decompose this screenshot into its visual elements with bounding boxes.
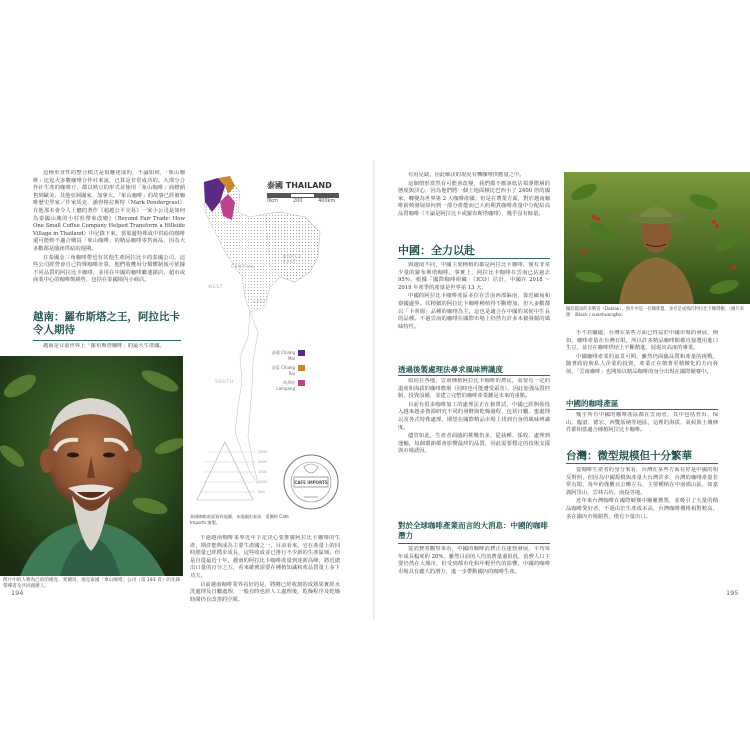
map-credit: 泰國咖啡產區資料地圖，本地圖由泰油．愛爾格 Cafe Imports 繪製。 — [190, 514, 289, 526]
altitude-chart — [195, 440, 265, 502]
portrait-caption: 照片中的人物為已故的維克．愛爾哥，他是泰國「象山咖啡」公司（第 193 頁）的先鋒帶導者及共同創辦人。 — [3, 578, 181, 590]
processing-section-title: 透過後製處理法尋求風味辨識度 — [398, 365, 503, 374]
taiwan-section-title: 台灣：微型規模但十分繁華 — [566, 450, 692, 462]
paragraph: 從消費者觀察來看，中國的咖啡消費正在蓬勃發展，平均每年成長幅度約 20%，雖然目前的人均消費量還很低，消費人口主要仍然在大城市，但受到都市化和年輕世代的影響，中國的咖啡市場具有龐大的潛力，進一步帶動國內的咖啡生產。 — [398, 546, 550, 575]
section-rule — [566, 409, 718, 410]
processing-text — [398, 378, 550, 508]
legend-label: 南邦府 Lampang — [276, 380, 295, 391]
page-number-right: 195 — [726, 589, 739, 597]
legend-label: 清邁 Chiang Mai — [271, 350, 295, 361]
taiwan-text — [566, 467, 718, 562]
section-rule — [33, 340, 181, 341]
section-rule — [566, 463, 718, 464]
paragraph: 在泰國金三角咖啡帶也有其他生產阿拉比卡的泰國公司，這些公司經營會自己特殊咖啡計算，他們收穫用分類體制後可依據不同品質的阿拉比卡咖啡，並用在中國的咖啡廳連鎖店、超市或商業中心的咖啡館銷售，包括在泰國境內小商店。 — [33, 254, 185, 284]
map-title: 泰國 THAILAND — [267, 181, 332, 190]
page-number-left: 194 — [11, 589, 24, 597]
paragraph: 中國咖啡產業的前景可期，雖然仍面臨品質和產量的挑戰，隨著政府與私人企業的投資，產業正在朝著更精緻化的方向發展，「雲南咖啡」也開始以精品咖啡的身分出現在國際競賽中。 — [566, 353, 718, 375]
region-south: SOUTH — [215, 380, 234, 385]
altitude-tick: 500 — [258, 490, 265, 494]
paragraph: 近年來台灣咖啡在國際競賽中屢屢獲獎，並吸引了大量的精品咖啡愛好者，不過由於生產成本高，台灣咖啡價格相對較高，多在國內市場銷售，僅有少量出口。 — [566, 498, 718, 520]
paragraph: 與越南不同，中國主要種植的都是阿拉比卡咖啡，僅有非常少量的羅布斯塔咖啡。事實上，阿拉比卡咖啡在雲南已佔過去 95%，根據「國際咖啡組織」（ICO）估計，中國在 2018 ～ 2019 年產季的產量是世界第 13 大。 — [398, 262, 550, 291]
legend-swatch-lampang — [298, 380, 305, 386]
region-central: CENTRAL — [231, 265, 256, 270]
paragraph: 手不若驪磁，台灣在某些方面已得益於中國市場的發展，例如，咖啡產量在台灣有限，所以許多精品咖啡館都直接選用進口生豆，並且在咖啡烘焙上不斷精進，展現出高度的專業。 — [566, 330, 718, 352]
region-west: WEST — [208, 285, 223, 290]
left-column-text — [190, 535, 340, 610]
legend-label: 清萊 Chiang Rai — [271, 365, 295, 376]
section-rule — [398, 375, 550, 376]
paragraph: 幾乎所有中國的咖啡產區都在雲南省，其中包括普洱、保山、臨滄、德宏、西雙版納等地區，這裡的海拔、氣候與土壤條件都相當適合種植阿拉比卡咖啡。 — [566, 412, 718, 434]
legend-swatch-chiang-rai — [298, 365, 305, 371]
altitude-tick: 1500 — [258, 470, 267, 474]
china-section-title: 中國：全力以赴 — [398, 244, 475, 257]
paragraph: 目前越南咖啡業界看好的是，將剛已經收割的成熟果實經水洗處理及日曬處理，一般有時也經人工處理後，乾燥程序及乾燥時間仍有改善的空間。 — [190, 581, 340, 603]
right-mid-text — [566, 330, 718, 392]
china-regions-title: 中國的咖啡產區 — [566, 399, 619, 408]
coffee-farmer-photo — [564, 172, 750, 304]
paragraph: 中國的阿拉比卡咖啡產區多位在雲南西部偏南，靠近緬甸和寮國邊界。其精細的阿拉比卡咖啡種植得不斷增加，但大多數都以「卡蒂姆」品種的咖啡為主，這也是適合在中國的氣候中生長的品種。不過雲南的咖啡在國際市場上仍然有許多未被發掘的風味特性。 — [398, 293, 550, 330]
farmer-portrait-photo — [0, 356, 183, 576]
paragraph: 這個情形當然有可能會改變，我們都不應該低估領導階層的態度與決心，因為他們將一個土地面積比巴西小了 2400 倍的國家，轉變為世界第 2 大咖啡產國；但是在農業方面，對於越南咖啡新興發展如何到一部分產能而已大約期貨咖啡產量中分配給高品質咖啡（不論是阿拉比卡或羅布斯塔咖啡），幾乎沒有餘量。 — [398, 180, 550, 217]
right-top-text — [398, 172, 550, 234]
demand-section-title: 對於全球咖啡產業而言的大消息：中國的咖啡潛力 — [398, 521, 548, 540]
scale-label-0: 0km — [267, 198, 278, 204]
paragraph: 儘管如此，生產者面臨的挑戰仍多，從栽種、採收、處理到運輸，每個環節都會影響最終的品質，因此需要穩定的技術支援與市場誘因。 — [398, 433, 550, 455]
region-north-east: NORTH EAST — [283, 255, 302, 265]
left-intro-text — [33, 170, 185, 308]
paragraph: 從咖啡生產者的身分來看，台灣在某些方面在好是中國的相反對照，但因為中國規模與產量大台灣許多，台灣的咖啡產量非常有限，每年約僅數百公噸左右，主要種植在中南部山區，如嘉義阿里山、雲林古坑、南投等地。 — [566, 467, 718, 496]
stamp-center-text: CAFE IMPORTS — [294, 480, 328, 485]
demand-text — [398, 546, 550, 608]
paragraph: 有用兒缺，因此解決的現況有機咖啡供應量之中。 — [408, 172, 525, 178]
legend-swatch-chiang-mai — [298, 350, 305, 356]
farmer-photo-caption: 攝於越南的多樂省（Daklak）。照片中是一位咖啡農，身旁是成熟的阿拉比卡咖啡樹。（圖片來源：iStock / suanhuongho） — [566, 307, 745, 318]
china-text — [398, 262, 550, 350]
altitude-tick: 2500 — [258, 450, 267, 454]
region-east: EAST — [253, 300, 267, 305]
paragraph: 如同在各地，雲南種植阿拉比卡咖啡的農民，需要有一定的溫度和海拔的咖啡農場（同時也可能遭受霜害），因此加強品質控制、投資設備，並建立完整的咖啡產業鏈是未來的重點。 — [398, 378, 550, 400]
scale-label-400: 400km — [318, 198, 336, 204]
china-regions-text — [566, 412, 718, 442]
vietnam-lead — [33, 343, 183, 353]
vietnam-section-title: 越南：羅布斯塔之王，阿拉比卡令人期待 — [33, 311, 180, 336]
page-gutter — [373, 160, 375, 620]
section-rule — [398, 258, 550, 259]
paragraph: 這種垂直性的整合模式是很難達成的，不論如何，「象山咖啡」比起大多數咖啡合作社來說，已算是非常成功的。大部分合作社生產的咖啡豆，都以熟豆的形式並使用「象山咖啡」商標銷售到歐美、其他亞洲國家、加拿大。「象山咖啡」的故事已經被咖啡歷史學家／作家馬克．潘得格拉斯特（Mark Pendergrast）在他那本會令人上癮的著作《超越公平交易》一家小公司是如何為泰國山塊的小村莊帶來改變》（Beyond Fair Trade: How One Small Coffee Company Helped Transform a Hillside Village in Thailand）中記錄下來。當那邊特殊成中供給的咖啡還可能較不適合購買「象山咖啡」的精品咖啡零售商品，因為大多數都是臨座供給的週期。 — [33, 170, 185, 252]
section-rule — [398, 543, 550, 544]
paragraph: 越南是目前世界上「羅布斯塔咖啡」的最大生產國。 — [43, 343, 165, 349]
scale-label-200: 200 — [293, 198, 303, 204]
paragraph: 不過越南咖啡業界近年下定決心要推廣阿拉比卡咖啡的生產，期許能夠成為主要生產國之一。目前看來，它在產量上的同時總量已經穩步成長，這些收成並已推行不少新的生產區域，但是自從最近十年，越南的阿拉比卡咖啡產量到達新高峰，將近總出口量的百分之五，看來確實需要在種植知識和產品質量上多下功夫。 — [190, 535, 340, 579]
paragraph: 目前有很多咖啡加工的處理法正在被嘗試，中國已經開始投入越來越多資源研究不同的發酵與乾燥過程，包括日曬、蜜處理以及各式特殊處理，期望在國際精品市場上找到自身的風味辨識度。 — [398, 401, 550, 431]
altitude-tick: 2000 — [258, 460, 267, 464]
altitude-tick: 1000 — [258, 480, 267, 484]
